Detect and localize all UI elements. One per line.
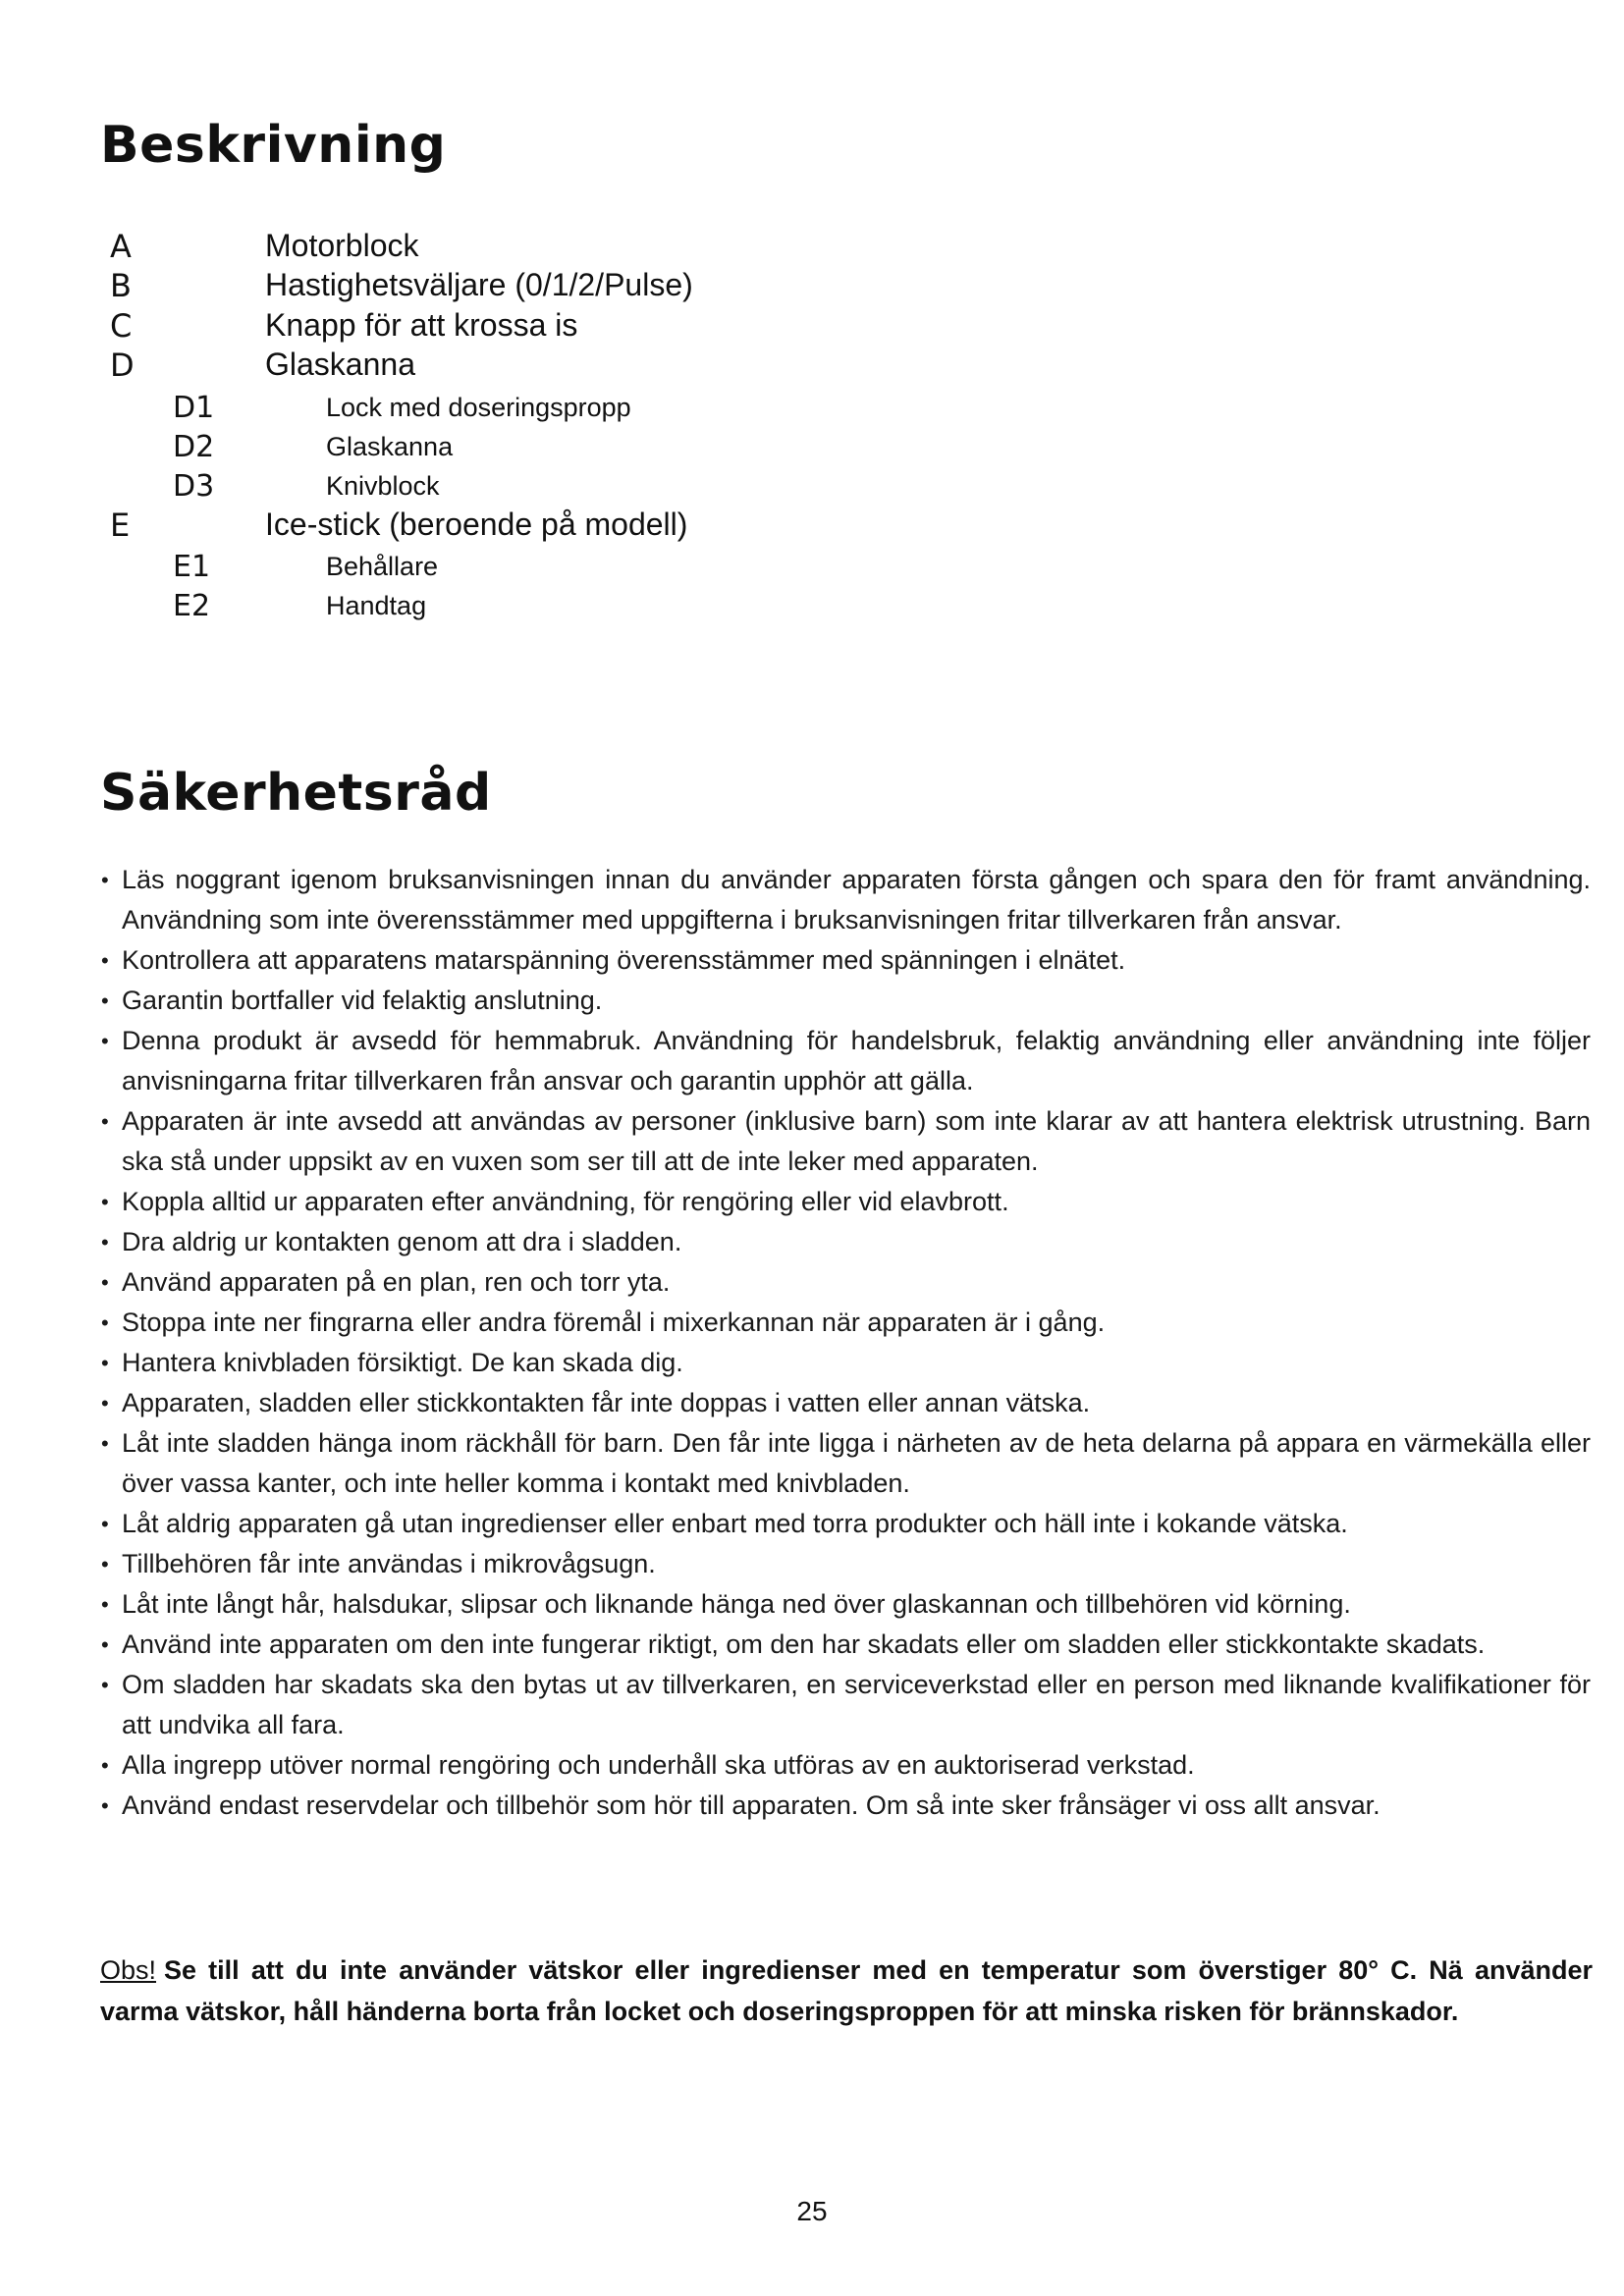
safety-bullet: • Dra aldrig ur kontakten genom att dra i sladden. (98, 1222, 1591, 1262)
safety-bullet-list (98, 860, 1591, 1826)
bullet-icon: • (101, 1592, 109, 1617)
item-label: Hastighetsväljare (0/1/2/Pulse) (265, 267, 693, 302)
warning-note (100, 1949, 1593, 2032)
safety-bullet: • Använd apparaten på en plan, ren och torr yta. (98, 1262, 1591, 1303)
description-item-d (0, 347, 1624, 386)
note-label: Obs! (100, 1955, 157, 1985)
safety-bullet: • Kontrollera att apparatens matarspänning överensstämmer med spänningen i elnätet. (98, 940, 1591, 981)
item-key: D (110, 347, 135, 384)
safety-bullet: • Hantera knivbladen försiktigt. De kan skada dig. (98, 1343, 1591, 1383)
description-item-b (0, 267, 1624, 306)
item-key: E1 (173, 550, 211, 584)
item-key: D2 (173, 430, 215, 464)
safety-bullet: • Apparaten, sladden eller stickkontakten får inte doppas i vatten eller annan vätska. (98, 1383, 1591, 1423)
bullet-icon: • (101, 1109, 109, 1134)
item-key: D1 (173, 391, 215, 425)
bullet-icon: • (101, 868, 109, 892)
description-item-e1 (0, 550, 1624, 589)
safety-bullet: • Om sladden har skadats ska den bytas ut av tillverkaren, en serviceverkstad eller en person med liknande kvalifikationer för att undvika all fara. (98, 1665, 1591, 1745)
bullet-icon: • (101, 1753, 109, 1778)
description-item-d3 (0, 469, 1624, 508)
description-item-d2 (0, 430, 1624, 469)
bullet-icon: • (101, 1190, 109, 1214)
item-label: Handtag (326, 591, 427, 620)
bullet-icon: • (101, 1391, 109, 1415)
safety-heading: Säkerhetsråd (100, 764, 492, 823)
item-label: Ice-stick (beroende på modell) (265, 507, 688, 542)
safety-bullet: • Låt inte långt hår, halsdukar, slipsar och liknande hänga ned över glaskannan och tillbehören vid körning. (98, 1584, 1591, 1625)
bullet-icon: • (101, 1552, 109, 1576)
safety-bullet: • Stoppa inte ner fingrarna eller andra föremål i mixerkannan när apparaten är i gång. (98, 1303, 1591, 1343)
safety-bullet: • Apparaten är inte avsedd att användas av personer (inklusive barn) som inte klarar av att hantera elektrisk utrustning. Barn ska stå under uppsikt av en vuxen som ser till att de inte leker med apparaten. (98, 1101, 1591, 1182)
description-item-a (0, 228, 1624, 267)
item-label: Knivblock (326, 471, 440, 501)
item-label: Lock med doseringspropp (326, 393, 631, 422)
description-item-c (0, 307, 1624, 347)
safety-bullet: • Denna produkt är avsedd för hemmabruk. Användning för handelsbruk, felaktig användning eller användning inte följer anvisningarna fritar tillverkaren från ansvar och garantin upphör att gälla. (98, 1021, 1591, 1101)
bullet-icon: • (101, 1310, 109, 1335)
safety-bullet: • Läs noggrant igenom bruksanvisningen innan du använder apparaten första gången och spara den för framt användning. Användning som inte överensstämmer med uppgifterna i bruksanvisningen fritar tillverkaren från ansvar. (98, 860, 1591, 940)
item-label: Glaskanna (326, 432, 454, 461)
bullet-icon: • (101, 948, 109, 973)
safety-bullet: • Låt aldrig apparaten gå utan ingredienser eller enbart med torra produkter och häll inte i kokande vätska. (98, 1504, 1591, 1544)
bullet-icon: • (101, 1351, 109, 1375)
note-text: Se till att du inte använder vätskor eller ingredienser med en temperatur som överstiger 80° C. Nä använder varma vätskor, håll händerna borta från locket och doseringsproppen för att minska risken för brännskador. (100, 1955, 1593, 2026)
bullet-icon: • (101, 1230, 109, 1255)
bullet-icon: • (101, 1673, 109, 1697)
description-item-e2 (0, 589, 1624, 628)
item-key: B (110, 267, 132, 304)
safety-bullet: • Alla ingrepp utöver normal rengöring och underhåll ska utföras av en auktoriserad verkstad. (98, 1745, 1591, 1786)
item-key: A (110, 228, 132, 265)
bullet-icon: • (101, 1270, 109, 1295)
item-label: Behållare (326, 552, 439, 581)
item-key: C (110, 307, 133, 345)
description-item-d1 (0, 391, 1624, 430)
item-label: Knapp för att krossa is (265, 307, 578, 343)
item-key: D3 (173, 469, 215, 504)
bullet-icon: • (101, 1029, 109, 1053)
bullet-icon: • (101, 1793, 109, 1818)
bullet-icon: • (101, 988, 109, 1013)
safety-bullet: • Koppla alltid ur apparaten efter användning, för rengöring eller vid elavbrott. (98, 1182, 1591, 1222)
safety-bullet: • Använd inte apparaten om den inte fungerar riktigt, om den har skadats eller om sladden eller stickkontakte skadats. (98, 1625, 1591, 1665)
bullet-icon: • (101, 1512, 109, 1536)
page-number: 25 (796, 2196, 828, 2226)
safety-bullet: • Garantin bortfaller vid felaktig anslutning. (98, 981, 1591, 1021)
item-key: E (110, 507, 131, 544)
safety-bullet: • Använd endast reservdelar och tillbehör som hör till apparaten. Om så inte sker frånsäger vi oss allt ansvar. (98, 1786, 1591, 1826)
description-heading: Beskrivning (100, 116, 447, 175)
item-key: E2 (173, 589, 211, 623)
bullet-icon: • (101, 1431, 109, 1456)
safety-bullet: • Låt inte sladden hänga inom räckhåll för barn. Den får inte ligga i närheten av de heta delarna på appara en värmekälla eller över vassa kanter, och inte heller komma i kontakt med knivbladen. (98, 1423, 1591, 1504)
item-label: Glaskanna (265, 347, 415, 382)
safety-bullet: • Tillbehören får inte användas i mikrovågsugn. (98, 1544, 1591, 1584)
bullet-icon: • (101, 1632, 109, 1657)
item-label: Motorblock (265, 228, 419, 263)
description-item-e (0, 507, 1624, 546)
